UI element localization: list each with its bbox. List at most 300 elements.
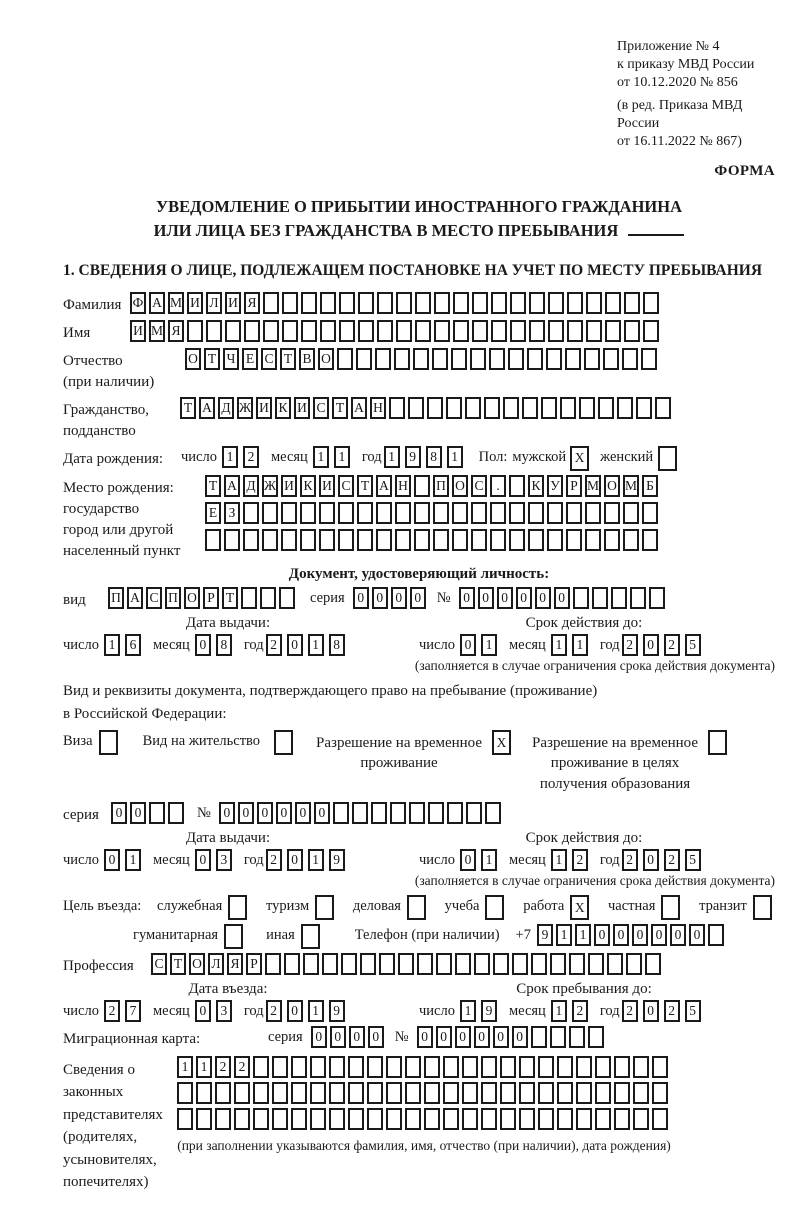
char-box: 0 xyxy=(632,924,648,946)
char-box xyxy=(643,292,659,314)
char-box: Т xyxy=(170,953,186,975)
sex-female-label: женский xyxy=(600,448,654,465)
residence-doc-number-cells xyxy=(219,802,504,824)
char-box xyxy=(509,529,525,551)
char-box xyxy=(310,1108,326,1130)
char-box: 0 xyxy=(460,849,476,871)
char-box: Я xyxy=(244,292,260,314)
char-box: 0 xyxy=(311,1026,327,1048)
char-box xyxy=(436,953,452,975)
year-label: год xyxy=(361,448,382,465)
char-box xyxy=(541,397,557,419)
surname-cells xyxy=(130,292,662,314)
residence-doc-issue-date xyxy=(63,849,393,871)
char-box xyxy=(708,924,724,946)
month-label: месяц xyxy=(152,636,190,653)
char-box xyxy=(357,502,373,524)
char-box xyxy=(357,529,373,551)
char-box xyxy=(465,397,481,419)
char-box xyxy=(414,475,430,497)
profession-cells xyxy=(151,953,664,975)
char-box xyxy=(643,320,659,342)
purpose-business-checkbox xyxy=(407,895,429,920)
char-box: Ч xyxy=(223,348,239,370)
temp-residence-permit-edu-label-line-3: получения образования xyxy=(539,775,691,792)
char-box: С xyxy=(338,475,354,497)
char-box: А xyxy=(199,397,215,419)
char-box xyxy=(405,1056,421,1078)
char-box: 0 xyxy=(643,1000,659,1022)
char-box xyxy=(99,730,118,755)
day-label: число xyxy=(419,851,455,868)
char-box: 0 xyxy=(368,1026,384,1048)
appendix-line-3: от 10.12.2020 № 856 xyxy=(617,74,738,90)
migration-card-series-label: серия xyxy=(268,1028,303,1045)
char-box: 0 xyxy=(613,924,629,946)
char-box: 0 xyxy=(651,924,667,946)
char-box xyxy=(409,802,425,824)
purpose-tourism-label: туризм xyxy=(266,897,310,914)
char-box xyxy=(272,1056,288,1078)
char-box xyxy=(595,1056,611,1078)
section1-heading: 1. СВЕДЕНИЯ О ЛИЦЕ, ПОДЛЕЖАЩЕМ ПОСТАНОВКЕ НА УЧЕТ ПО МЕСТУ ПРЕБЫВАНИЯ xyxy=(63,261,763,279)
patronymic-row xyxy=(63,348,775,393)
identity-doc-kind-label: вид xyxy=(63,591,86,608)
char-box xyxy=(396,320,412,342)
char-box: 0 xyxy=(238,802,254,824)
char-box xyxy=(489,348,505,370)
purpose-private-checkbox xyxy=(661,895,683,920)
char-box: И xyxy=(130,320,146,342)
char-box xyxy=(443,1108,459,1130)
char-box: 0 xyxy=(372,587,388,609)
birth-month-cells xyxy=(313,446,355,468)
day-label: число xyxy=(63,1002,99,1019)
profession-row xyxy=(63,953,775,977)
char-box: Т xyxy=(222,587,238,609)
char-box xyxy=(474,953,490,975)
residence-doc-options-row xyxy=(63,730,775,794)
char-box: 2 xyxy=(572,849,588,871)
char-box xyxy=(585,502,601,524)
char-box xyxy=(557,1056,573,1078)
valid-month-cells xyxy=(551,634,593,656)
char-box: З xyxy=(224,502,240,524)
char-box xyxy=(301,292,317,314)
char-box: 0 xyxy=(330,1026,346,1048)
purpose-business-label: деловая xyxy=(352,897,401,914)
char-box xyxy=(569,1026,585,1048)
char-box xyxy=(241,587,257,609)
char-box xyxy=(428,802,444,824)
issue-year-cells xyxy=(266,634,350,656)
char-box: И xyxy=(319,475,335,497)
representatives-label-line-4: (родителях, xyxy=(63,1129,138,1146)
purpose-tourism-checkbox xyxy=(315,895,337,920)
residence-doc-dates-heading xyxy=(63,830,775,847)
char-box: 2 xyxy=(104,1000,120,1022)
residence-doc-series-label: серия xyxy=(63,806,99,823)
entry-purpose-row-1 xyxy=(63,895,775,920)
appendix-line-5: от 16.11.2022 № 867) xyxy=(617,133,742,149)
char-box xyxy=(310,1082,326,1104)
char-box: 1 xyxy=(334,446,350,468)
char-box xyxy=(451,348,467,370)
residence-doc-valid-date xyxy=(419,849,713,871)
residence-permit-option xyxy=(143,730,296,755)
char-box xyxy=(300,502,316,524)
char-box xyxy=(633,1082,649,1104)
char-box xyxy=(315,895,334,920)
char-box xyxy=(338,529,354,551)
char-box: С xyxy=(151,953,167,975)
entry-day-cells xyxy=(104,1000,146,1022)
purpose-work-checkbox xyxy=(570,895,592,920)
restriction-note: (заполняется в случае ограничения срока действия документа) xyxy=(414,657,775,673)
char-box xyxy=(352,802,368,824)
purpose-study-checkbox xyxy=(485,895,507,920)
residence-doc-number-sign: № xyxy=(197,804,211,821)
char-box: 0 xyxy=(195,849,211,871)
char-box xyxy=(493,953,509,975)
char-box xyxy=(234,1082,250,1104)
char-box xyxy=(550,1026,566,1048)
char-box xyxy=(284,953,300,975)
char-box xyxy=(310,1056,326,1078)
purpose-work xyxy=(523,895,592,920)
char-box xyxy=(573,587,589,609)
char-box xyxy=(503,397,519,419)
char-box: 0 xyxy=(104,849,120,871)
char-box xyxy=(528,529,544,551)
char-box: 2 xyxy=(266,1000,282,1022)
given-name-cells xyxy=(130,320,662,342)
char-box: 0 xyxy=(594,924,610,946)
char-box xyxy=(531,953,547,975)
char-box xyxy=(614,1108,630,1130)
char-box: 1 xyxy=(196,1056,212,1078)
char-box: Т xyxy=(280,348,296,370)
char-box xyxy=(588,953,604,975)
char-box xyxy=(604,502,620,524)
char-box: 9 xyxy=(481,1000,497,1022)
valid-day-cells xyxy=(460,849,502,871)
char-box: М xyxy=(623,475,639,497)
char-box: 1 xyxy=(308,1000,324,1022)
year-label: год xyxy=(599,851,620,868)
representatives-label xyxy=(63,1056,177,1194)
char-box: 0 xyxy=(459,587,475,609)
char-box xyxy=(547,529,563,551)
purpose-other xyxy=(266,924,323,949)
temp-residence-permit-checkbox xyxy=(492,730,514,755)
char-box: Ж xyxy=(262,475,278,497)
char-box xyxy=(376,529,392,551)
char-box xyxy=(263,320,279,342)
char-box: Н xyxy=(370,397,386,419)
char-box xyxy=(519,1056,535,1078)
valid-until-label: Срок действия до: xyxy=(525,829,643,846)
char-box xyxy=(358,292,374,314)
year-label: год xyxy=(243,851,264,868)
char-box xyxy=(546,348,562,370)
char-box: 1 xyxy=(575,924,591,946)
residence-doc-series-cells xyxy=(111,802,187,824)
identity-doc-number-sign: № xyxy=(436,589,451,606)
issue-date-label: Дата выдачи: xyxy=(185,614,271,631)
char-box xyxy=(262,502,278,524)
char-box xyxy=(272,1108,288,1130)
char-box xyxy=(408,397,424,419)
migration-card-label: Миграционная карта: xyxy=(63,1030,201,1047)
char-box: . xyxy=(490,475,506,497)
char-box xyxy=(234,1108,250,1130)
char-box: Б xyxy=(642,475,658,497)
identity-doc-dates-heading xyxy=(63,615,775,632)
char-box: 1 xyxy=(447,446,463,468)
birth-place-cells-row-2 xyxy=(205,502,661,524)
char-box xyxy=(453,292,469,314)
char-box xyxy=(377,320,393,342)
purpose-study-label: учеба xyxy=(444,897,480,914)
identity-doc-heading: Документ, удостоверяющий личность: xyxy=(288,565,550,582)
migration-card-row xyxy=(63,1026,775,1050)
given-name-row xyxy=(63,320,775,344)
char-box: 2 xyxy=(664,1000,680,1022)
phone-prefix: +7 xyxy=(515,926,531,943)
year-label: год xyxy=(599,636,620,653)
char-box xyxy=(320,292,336,314)
char-box: 1 xyxy=(481,849,497,871)
char-box: 2 xyxy=(622,849,638,871)
char-box xyxy=(395,502,411,524)
stay-day-cells xyxy=(460,1000,502,1022)
char-box: А xyxy=(351,397,367,419)
phone-label: Телефон (при наличии) xyxy=(354,926,500,943)
char-box: Р xyxy=(203,587,219,609)
citizenship-row xyxy=(63,397,775,442)
char-box xyxy=(455,953,471,975)
patronymic-label-line-2: (при наличии) xyxy=(63,373,155,390)
representatives-cells-block xyxy=(177,1056,671,1154)
char-box xyxy=(424,1082,440,1104)
char-box xyxy=(624,320,640,342)
entry-dates-row xyxy=(63,1000,775,1022)
char-box: П xyxy=(108,587,124,609)
char-box: 0 xyxy=(554,587,570,609)
char-box xyxy=(337,348,353,370)
char-box xyxy=(645,953,661,975)
representatives-cells-row-3 xyxy=(177,1108,671,1130)
char-box: 0 xyxy=(474,1026,490,1048)
valid-year-cells xyxy=(622,849,706,871)
char-box xyxy=(652,1056,668,1078)
char-box xyxy=(282,320,298,342)
temp-residence-permit-option xyxy=(316,730,514,774)
char-box: Л xyxy=(208,953,224,975)
char-box xyxy=(424,1056,440,1078)
char-box xyxy=(633,1108,649,1130)
char-box xyxy=(557,1082,573,1104)
char-box xyxy=(566,502,582,524)
char-box xyxy=(595,1108,611,1130)
char-box xyxy=(432,348,448,370)
char-box xyxy=(434,320,450,342)
char-box xyxy=(413,348,429,370)
purpose-private xyxy=(608,895,683,920)
day-label: число xyxy=(181,448,217,465)
char-box xyxy=(396,292,412,314)
char-box: 1 xyxy=(556,924,572,946)
birth-date-label: Дата рождения: xyxy=(63,450,164,467)
char-box: Я xyxy=(227,953,243,975)
representatives-label-line-6: попечителях) xyxy=(63,1174,149,1191)
stay-until-group xyxy=(419,1000,713,1022)
char-box: П xyxy=(165,587,181,609)
char-box xyxy=(394,348,410,370)
char-box xyxy=(386,1056,402,1078)
entry-purpose-label: Цель въезда: xyxy=(63,897,142,914)
month-label: месяц xyxy=(508,1002,546,1019)
char-box xyxy=(623,502,639,524)
char-box: К xyxy=(275,397,291,419)
representatives-label-line-5: усыновителях, xyxy=(63,1151,157,1168)
char-box: 1 xyxy=(551,849,567,871)
char-box: 0 xyxy=(353,587,369,609)
issue-date-label: Дата выдачи: xyxy=(185,829,271,846)
visa-label: Виза xyxy=(63,733,93,750)
char-box xyxy=(633,1056,649,1078)
issue-year-cells xyxy=(266,849,350,871)
char-box: X xyxy=(492,730,511,755)
char-box xyxy=(622,348,638,370)
char-box xyxy=(367,1108,383,1130)
char-box xyxy=(453,320,469,342)
char-box xyxy=(661,895,680,920)
char-box: 1 xyxy=(572,634,588,656)
char-box xyxy=(491,320,507,342)
char-box: 0 xyxy=(670,924,686,946)
char-box: С xyxy=(313,397,329,419)
char-box: И xyxy=(187,292,203,314)
char-box: 9 xyxy=(537,924,553,946)
char-box xyxy=(708,730,727,755)
month-label: месяц xyxy=(152,1002,190,1019)
char-box xyxy=(177,1108,193,1130)
entry-dates-heading xyxy=(63,981,775,998)
day-label: число xyxy=(419,636,455,653)
char-box xyxy=(443,1056,459,1078)
char-box xyxy=(567,320,583,342)
char-box xyxy=(485,895,504,920)
char-box xyxy=(348,1108,364,1130)
temp-residence-permit-label-line-2: проживание xyxy=(360,755,438,772)
given-name-label: Имя xyxy=(63,324,91,341)
char-box xyxy=(652,1082,668,1104)
birth-place-label-line-2: государство xyxy=(63,500,140,517)
char-box xyxy=(367,1082,383,1104)
char-box xyxy=(320,320,336,342)
birth-place-cells-block xyxy=(205,475,661,551)
profession-label: Профессия xyxy=(63,957,134,974)
purpose-transit xyxy=(699,895,775,920)
birth-place-label-line-1: Место рождения: xyxy=(63,479,174,496)
purpose-business xyxy=(353,895,429,920)
char-box: О xyxy=(189,953,205,975)
char-box: 2 xyxy=(622,1000,638,1022)
year-label: год xyxy=(599,1002,620,1019)
char-box xyxy=(649,587,665,609)
char-box xyxy=(415,292,431,314)
char-box xyxy=(565,348,581,370)
residence-doc-intro-line-1: Вид и реквизиты документа, подтверждающего право на пребывание (проживание) xyxy=(63,682,598,699)
representatives-cells-row-2 xyxy=(177,1082,671,1104)
char-box: 0 xyxy=(478,587,494,609)
char-box: О xyxy=(185,348,201,370)
visa-option xyxy=(63,730,121,755)
char-box xyxy=(466,802,482,824)
char-box xyxy=(569,953,585,975)
char-box: О xyxy=(318,348,334,370)
valid-month-cells xyxy=(551,849,593,871)
valid-until-label: Срок действия до: xyxy=(525,614,643,631)
char-box: 1 xyxy=(177,1056,193,1078)
migration-card-number-sign: № xyxy=(394,1028,409,1045)
char-box xyxy=(339,320,355,342)
char-box xyxy=(652,1108,668,1130)
purpose-study xyxy=(445,895,508,920)
citizenship-label-line-1: Гражданство, xyxy=(63,401,150,418)
char-box: 0 xyxy=(349,1026,365,1048)
char-box: Р xyxy=(566,475,582,497)
purpose-humanitarian-label: гуманитарная xyxy=(133,926,219,943)
char-box: Р xyxy=(246,953,262,975)
temp-residence-permit-label-line-1: Разрешение на временное xyxy=(316,735,483,752)
char-box: И xyxy=(225,292,241,314)
migration-card-number-cells xyxy=(417,1026,607,1048)
char-box: С xyxy=(471,475,487,497)
char-box xyxy=(333,802,349,824)
char-box xyxy=(414,529,430,551)
char-box xyxy=(196,1082,212,1104)
char-box xyxy=(538,1056,554,1078)
char-box xyxy=(626,953,642,975)
char-box: 1 xyxy=(551,634,567,656)
char-box xyxy=(447,802,463,824)
char-box: 0 xyxy=(195,1000,211,1022)
char-box xyxy=(500,1056,516,1078)
char-box xyxy=(527,348,543,370)
char-box xyxy=(531,1026,547,1048)
char-box xyxy=(586,320,602,342)
char-box: 0 xyxy=(535,587,551,609)
char-box xyxy=(417,953,433,975)
char-box xyxy=(605,292,621,314)
char-box: С xyxy=(261,348,277,370)
char-box xyxy=(529,320,545,342)
identity-doc-series-cells xyxy=(353,587,429,609)
month-label: месяц xyxy=(508,851,546,868)
char-box xyxy=(356,348,372,370)
char-box xyxy=(253,1056,269,1078)
char-box xyxy=(584,348,600,370)
char-box xyxy=(485,802,501,824)
char-box xyxy=(642,529,658,551)
char-box xyxy=(512,953,528,975)
char-box xyxy=(407,895,426,920)
char-box: 2 xyxy=(266,634,282,656)
char-box: 0 xyxy=(195,634,211,656)
